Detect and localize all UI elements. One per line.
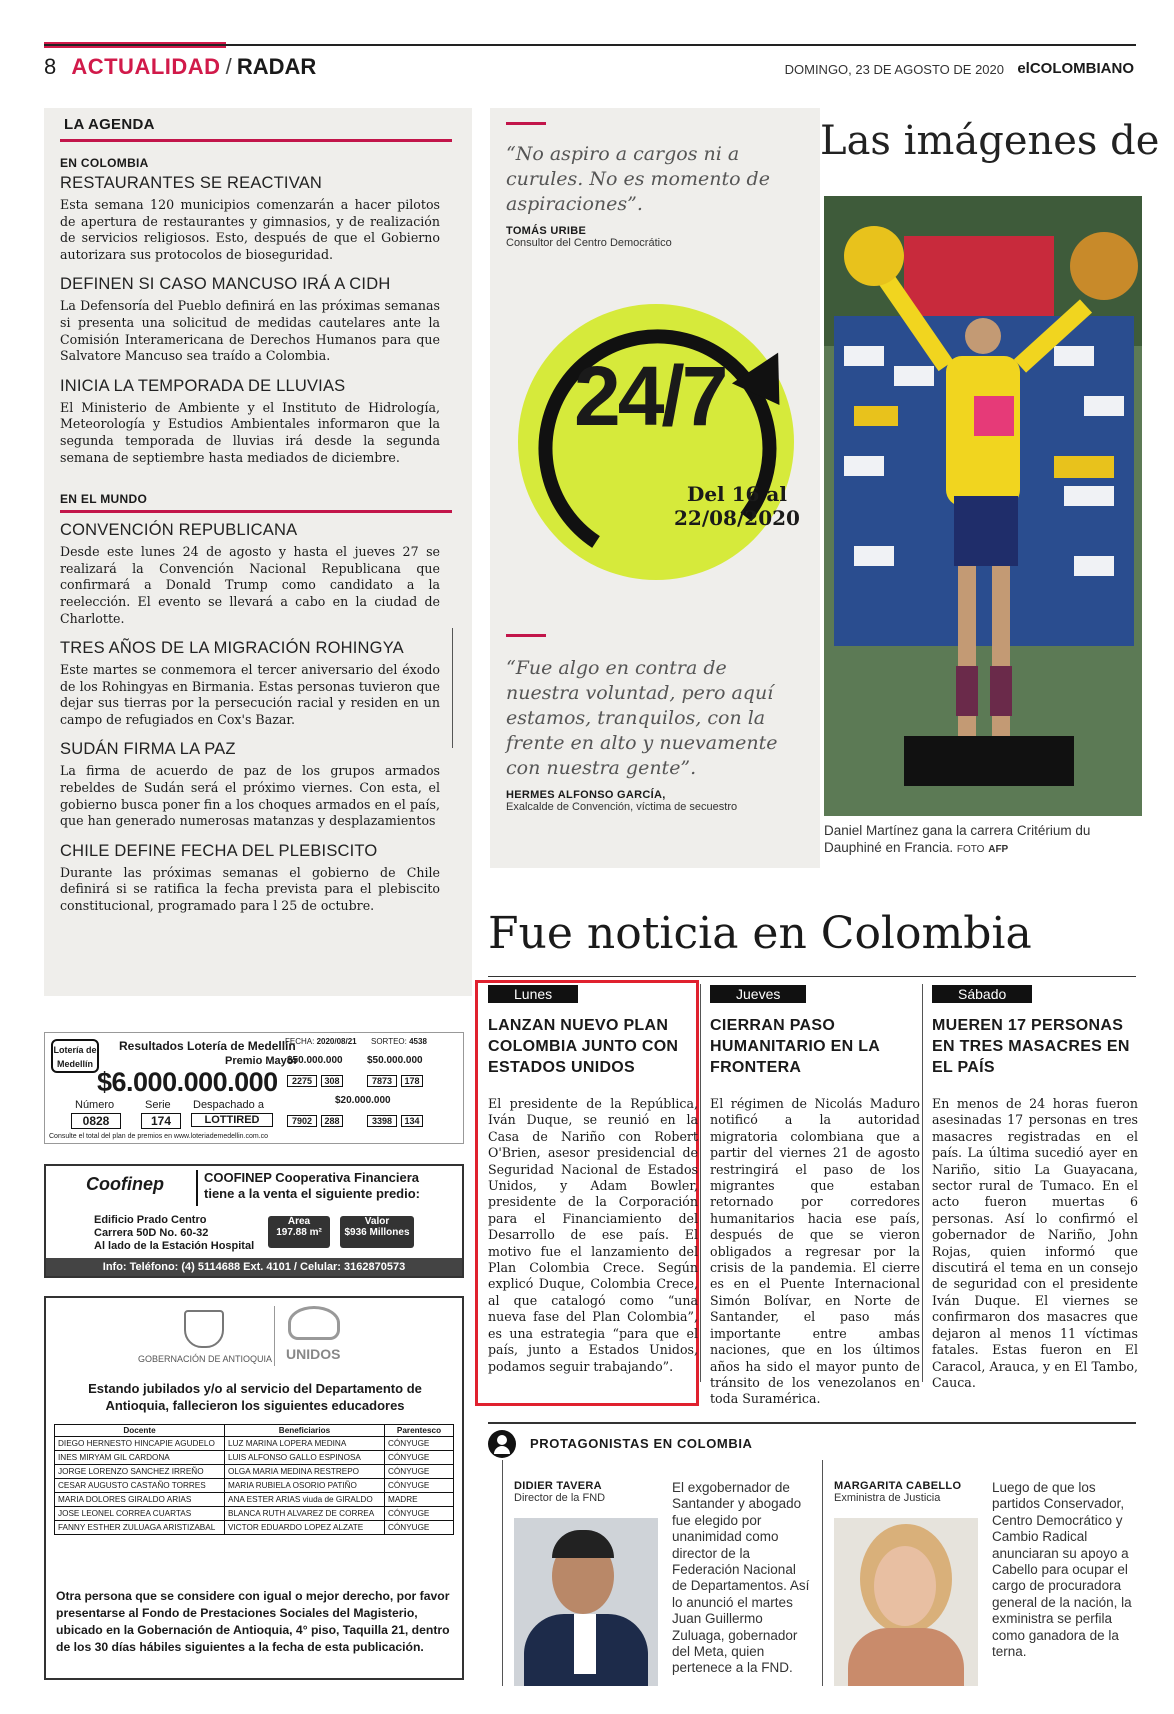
- table-cell: ANA ESTER ARIAS viuda de GIRALDO: [225, 1493, 385, 1507]
- table-cell: CÓNYUGE: [385, 1507, 454, 1521]
- agenda-item: [60, 377, 456, 466]
- badge-range-to: 22/08/2020: [674, 506, 800, 530]
- antioquia-shield-icon: [184, 1310, 224, 1348]
- person-icon: [488, 1430, 516, 1458]
- coofinep-ad: [44, 1164, 464, 1278]
- quote-role: Consultor del Centro Democrático: [506, 237, 672, 249]
- agenda-mundo-rule: [60, 510, 452, 513]
- protag-divider: [822, 1460, 823, 1686]
- agenda-item-body: La Defensoría del Pueblo definirá en las próximas semanas si presenta una solicitud de medidas cautelares ante la Comisión Interamericana de Derechos Humanos para que Salvatore Mancuso sea traído a Colombia.: [60, 298, 440, 364]
- table-cell: CÓNYUGE: [385, 1451, 454, 1465]
- seco1-serie-b: 178: [401, 1075, 423, 1087]
- quote-rule: [506, 634, 546, 637]
- agenda-item: [60, 521, 456, 627]
- seco1-serie-a: 308: [321, 1075, 343, 1087]
- podium-photo-icon: [824, 196, 1142, 816]
- page-number: 8: [44, 54, 57, 79]
- agenda-item: [60, 275, 456, 364]
- table-cell: CESAR AUGUSTO CASTAÑO TORRES: [55, 1479, 225, 1493]
- agenda-item: [60, 740, 456, 829]
- photo-caption: [824, 822, 1142, 858]
- lottery-logo: Lotería de Medellín: [51, 1039, 99, 1073]
- day-column-lunes: [488, 984, 698, 1375]
- agenda-item-title: SUDÁN FIRMA LA PAZ: [60, 740, 236, 759]
- coofinep-location: Al lado de la Estación Hospital: [94, 1240, 255, 1252]
- antioquia-headline: Estando jubilados y/o al servicio del Departamento de Antioquia, fallecieron los siguientes educadores: [88, 1381, 422, 1413]
- antioquia-divider: [274, 1306, 275, 1366]
- educadores-table: [54, 1424, 454, 1535]
- table-cell: JORGE LORENZO SANCHEZ IRREÑO: [55, 1465, 225, 1479]
- day-tag: Lunes: [488, 985, 578, 1003]
- despachado-label: Despachado a: [193, 1099, 264, 1111]
- antioquia-notice-text: Otra persona que se considere con igual o mejor derecho, por favor presentarse al Fondo de Prestaciones Sociales del Magisterio, ubicado en la Gobernación de Antioquia, 4° piso, Taquilla 21, dentro de los 30 días hábiles siguientes a la fecha de esta publicación.: [56, 1589, 450, 1654]
- table-cell: CÓNYUGE: [385, 1465, 454, 1479]
- agenda-panel: [44, 108, 472, 996]
- section-label: ACTUALIDAD: [71, 54, 221, 79]
- table-row: [55, 1521, 454, 1535]
- day-headline: CIERRAN PASO HUMANITARIO EN LA FRONTERA: [710, 1017, 880, 1076]
- badge-range: [674, 482, 800, 530]
- agenda-item-title: CONVENCIÓN REPUBLICANA: [60, 521, 298, 540]
- table-cell: MADRE: [385, 1493, 454, 1507]
- day-column-jueves: [710, 984, 920, 1408]
- valor-value: $936 Millones: [344, 1227, 410, 1238]
- agenda-region-colombia: EN COLOMBIA: [60, 156, 149, 170]
- table-cell: CÓNYUGE: [385, 1479, 454, 1493]
- lottery-ad: [44, 1032, 464, 1144]
- table-cell: JOSE LEONEL CORREA CUARTAS: [55, 1507, 225, 1521]
- column-divider: [700, 984, 701, 1382]
- agenda-divider: [452, 628, 453, 748]
- valor-label: Valor: [364, 1216, 390, 1227]
- agenda-rule: [60, 139, 452, 142]
- col-header: Beneficiarios: [225, 1425, 385, 1437]
- table-cell: MARIA DOLORES GIRALDO ARIAS: [55, 1493, 225, 1507]
- table-cell: FANNY ESTHER ZULUAGA ARISTIZABAL: [55, 1521, 225, 1535]
- sorteo-value: 4538: [409, 1037, 427, 1046]
- agenda-item-body: La firma de acuerdo de paz de los grupos armados rebeldes de Sudán será el próximo viernes. Con esta, el gobierno busca poner fin a los choques armados en el país, que han generado numerosas matanzas y desplazamientos: [60, 763, 440, 829]
- unidos-logo-icon: [288, 1306, 340, 1340]
- issue-date: DOMINGO, 23 DE AGOSTO DE 2020: [784, 62, 1004, 77]
- table-cell: BLANCA RUTH ALVAREZ DE CORREA: [225, 1507, 385, 1521]
- quote-block: [506, 142, 796, 249]
- badge-big-text: 24/7: [574, 349, 726, 443]
- photo-credit-label: FOTO: [956, 844, 985, 855]
- noticia-title: Fue noticia en Colombia: [488, 908, 1032, 959]
- gov-label: GOBERNACIÓN DE ANTIOQUIA: [138, 1354, 273, 1364]
- lottery-jackpot: $6.000.000.000: [97, 1067, 278, 1097]
- agenda-item-title: RESTAURANTES SE REACTIVAN: [60, 174, 323, 192]
- quote-role: Exalcalde de Convención, víctima de secuestro: [506, 801, 738, 813]
- subsection-label: RADAR: [236, 54, 317, 79]
- protagonist-role: Director de la FND: [514, 1492, 606, 1504]
- day-headline: LANZAN NUEVO PLAN COLOMBIA JUNTO CON ESTADOS UNIDOS: [488, 1017, 679, 1076]
- table-cell: CÓNYUGE: [385, 1521, 454, 1535]
- coofinep-area-box: [268, 1216, 330, 1248]
- table-row: [55, 1507, 454, 1521]
- protagonist-role: Exministra de Justicia: [834, 1492, 941, 1504]
- lottery-subtitle: Premio Mayor: [225, 1055, 298, 1067]
- table-row: [55, 1465, 454, 1479]
- day-body: El presidente de la República, Iván Duque, se reunió en la Casa de Nariño con Robert O'Brien, asesor presidencial de Seguridad Nacional de Estados Unidos, y Adam Bowler, presidente de la Corporación para el Financiamiento del Desarrollo de ese país. El motivo fue el lanzamiento del Plan Colombia Crece. Según explicó Duque, Colombia Crece, al que catalogó como “una nueva fase del Plan Colombia”, es una estrategia “para que el país, junto a Estados Unidos, podamos seguir trabajando”.: [488, 1096, 698, 1374]
- header-rule: [44, 44, 1136, 46]
- area-value: 197.88 m²: [276, 1227, 322, 1238]
- lottery-despachado: LOTTIRED: [191, 1113, 273, 1127]
- agenda-item-body: Durante las próximas semanas el gobierno de Chile definirá si se ratifica la fecha prevista para el plebiscito constitucional, programado para l 25 de octubre.: [60, 864, 440, 914]
- numero-label: Número: [75, 1099, 115, 1111]
- agenda-item: [60, 842, 456, 915]
- table-cell: LUIS ALFONSO GALLO ESPINOSA: [225, 1451, 385, 1465]
- coofinep-divider: [196, 1170, 198, 1206]
- seco2-serie-a: 288: [321, 1115, 343, 1127]
- lottery-numero: 0828: [71, 1113, 121, 1129]
- quote-author: TOMÁS URIBE: [506, 225, 587, 237]
- area-label: Área: [287, 1216, 311, 1227]
- agenda-item-title: CHILE DEFINE FECHA DEL PLEBISCITO: [60, 841, 378, 860]
- table-cell: VICTOR EDUARDO LOPEZ ALZATE: [225, 1521, 385, 1535]
- protag-title: PROTAGONISTAS EN COLOMBIA: [530, 1436, 753, 1451]
- agenda-item: [60, 174, 456, 263]
- day-headline: MUEREN 17 PERSONAS EN TRES MASACRES EN EL PAÍS: [932, 1017, 1130, 1076]
- antioquia-notice: [44, 1296, 464, 1680]
- coofinep-building: Edificio Prado Centro: [94, 1214, 207, 1226]
- seco1-numero-b: 7873: [367, 1075, 397, 1087]
- page-header: [44, 54, 1136, 84]
- seco1-amount-b: $50.000.000: [367, 1055, 423, 1066]
- table-row: [55, 1451, 454, 1465]
- quote-text: “No aspiro a cargos ni a curules. No es momento de aspiraciones”.: [506, 143, 770, 215]
- photo-credit: AFP: [988, 844, 1009, 855]
- seco2-amount: $20.000.000: [335, 1095, 391, 1106]
- lottery-sorteo: [371, 1037, 427, 1046]
- col-header: Docente: [55, 1425, 225, 1437]
- column-divider: [922, 984, 923, 1382]
- protag-rule: [488, 1422, 1136, 1424]
- quote-text: “Fue algo en contra de nuestra voluntad, pero aquí estamos, tranquilos, con la frente en alto y nuevamente con nuestra gente”.: [506, 657, 778, 779]
- protag-divider: [502, 1460, 503, 1686]
- day-tag: Sábado: [932, 985, 1032, 1003]
- quote-block: [506, 656, 802, 813]
- agenda-item-body: El Ministerio de Ambiente y el Instituto de Hidrología, Meteorología y Estudios Ambientales informaron que la segunda temporada de lluvias irá desde la segunda semana de septiembre hasta mediados de diciembre.: [60, 399, 440, 465]
- table-cell: DIEGO HERNESTO HINCAPIE AGUDELO: [55, 1437, 225, 1451]
- coofinep-valor-box: [340, 1216, 414, 1248]
- agenda-item-body: Esta semana 120 municipios comenzarán a hacer pilotos de apertura de restaurantes y gimnasios, y de realización de servicios religiosos. Esto, después de que el Gobierno autorizara sus protocolos de bioseguridad.: [60, 197, 440, 262]
- sorteo-label: SORTEO:: [371, 1037, 407, 1046]
- agenda-item: [60, 639, 456, 728]
- seco1-numero-a: 2275: [287, 1075, 317, 1087]
- quote-author: HERMES ALFONSO GARCÍA,: [506, 789, 666, 801]
- fecha-value: 2020/08/21: [316, 1037, 357, 1046]
- agenda-item-body: Este martes se conmemora el tercer aniversario del éxodo de los Rohingyas en Birmania. Estas personas tuvieron que dejar sus tierras por la persecución racial y residen en un campo de refugiados en Cox's Bazar.: [60, 662, 440, 727]
- table-cell: OLGA MARIA MEDINA RESTREPO: [225, 1465, 385, 1479]
- table-cell: LUZ MARINA LOPERA MEDINA: [225, 1437, 385, 1451]
- noticia-rule: [488, 976, 1136, 977]
- agenda-item-body: Desde este lunes 24 de agosto y hasta el jueves 27 se realizará la Convención Nacional Republicana que confirmará a Donald Trump como candidato a la reelección. El evento se llevará a cabo en la ciudad de Charlotte.: [60, 544, 440, 626]
- badge-24-7: [506, 292, 806, 592]
- agenda-item-title: INICIA LA TEMPORADA DE LLUVIAS: [60, 376, 346, 395]
- quotes-panel: [490, 108, 820, 868]
- protagonist-body: El exgobernador de Santander y abogado fue elegido por unanimidad como director de la Federación Nacional de Departamentos. Así lo anunció el martes Juan Guillermo Zuluaga, gobernador del Meta, quien pertenece a la FND.: [672, 1480, 810, 1676]
- brand-logo: elCOLOMBIANO: [1017, 60, 1134, 77]
- table-cell: CÓNYUGE: [385, 1437, 454, 1451]
- protagonist-body: Luego de que los partidos Conservador, Centro Democrático y Cambio Radical anunciaran su apoyo a Cabello para ocupar el cargo de procuradora general de la nación, la exministra se perfila como ganadora de la terna.: [992, 1480, 1132, 1660]
- fecha-label: FECHA:: [285, 1037, 315, 1046]
- coofinep-info: Info: Teléfono: (4) 5114688 Ext. 4101 / Celular: 3162870573: [46, 1258, 462, 1276]
- table-row: [55, 1479, 454, 1493]
- seco2-numero-b: 3398: [367, 1115, 397, 1127]
- photo-caption-text: Daniel Martínez gana la carrera Critérium du Dauphiné en Francia.: [824, 823, 1091, 855]
- protagonist-name: DIDIER TAVERA: [514, 1480, 602, 1492]
- coofinep-address: Carrera 50D No. 60-32: [94, 1227, 209, 1239]
- serie-label: Serie: [145, 1099, 171, 1111]
- table-cell: MARIA RUBIELA OSORIO PATIÑO: [225, 1479, 385, 1493]
- unidos-label: UNIDOS: [286, 1346, 341, 1362]
- lottery-fecha: [285, 1037, 357, 1046]
- day-body: El régimen de Nicolás Maduro notificó a la autoridad migratoria colombiana que a partir del viernes 21 de agosto restringirá el paso de los migrantes que estaban retornado por corredores humanitarios hacia ese país, después de que se vieron obligados a regresar por la crisis de la pandemia. El cierre es en el Puente Internacional Simón Bolívar, en Norte de Santander, el paso más importante entre ambas naciones, que en los últimos años ha sido el mayor punto de tránsito de los venezolanos en toda Suramérica.: [710, 1096, 920, 1407]
- seco1-amount-a: $50.000.000: [287, 1055, 343, 1066]
- seco2-numero-a: 7902: [287, 1115, 317, 1127]
- agenda-title: LA AGENDA: [64, 116, 155, 133]
- badge-range-from: Del 16 al: [686, 482, 787, 506]
- table-row: [55, 1437, 454, 1451]
- quote-rule: [506, 122, 546, 125]
- coofinep-title: COOFINEP Cooperativa Financiera: [204, 1170, 420, 1185]
- seco2-serie-b: 134: [401, 1115, 423, 1127]
- protagonist-card: [834, 1480, 984, 1686]
- agenda-item-title: TRES AÑOS DE LA MIGRACIÓN ROHINGYA: [60, 639, 404, 658]
- agenda-region-mundo: EN EL MUNDO: [60, 492, 148, 507]
- cyclist-photo: [824, 196, 1142, 816]
- table-row: [55, 1493, 454, 1507]
- lottery-title: Resultados Lotería de Medellín: [119, 1039, 296, 1053]
- protagonist-card: [514, 1480, 664, 1686]
- table-header-row: [55, 1425, 454, 1437]
- images-title: Las imágenes de: [820, 118, 1160, 164]
- protagonist-photo: [834, 1518, 978, 1686]
- day-body: En menos de 24 horas fueron asesinadas 17 personas en tres masacres registradas en el país. La última sucedió ayer en Nariño, sitio La Guayacana, sector rural de Tumaco. En el acto fueron muertas 6 personas. Así lo confirmó el gobernador de Nariño, John Rojas, quien informó que discutirá el tema en un consejo de seguridad con el presidente Iván Duque. El viernes se confirmaron dos masacres que dejaron al menos 11 víctimas fatales. Estas fueron en El Caracol, Arauca, y en El Tambo, Cauca.: [932, 1096, 1138, 1390]
- section-separator: /: [225, 54, 232, 79]
- protagonist-photo: [514, 1518, 658, 1686]
- day-column-sabado: [932, 984, 1138, 1391]
- table-cell: INES MIRYAM GIL CARDONA: [55, 1451, 225, 1465]
- protagonist-name: MARGARITA CABELLO: [834, 1480, 962, 1492]
- coofinep-logo: Coofinep: [86, 1174, 164, 1194]
- agenda-item-title: DEFINEN SI CASO MANCUSO IRÁ A CIDH: [60, 275, 391, 294]
- lottery-footer: Consulte el total del plan de premios en www.loteriademedellin.com.co: [49, 1133, 269, 1140]
- lottery-serie: 174: [141, 1113, 181, 1129]
- day-tag: Jueves: [710, 985, 806, 1003]
- coofinep-title2: tiene a la venta el siguiente predio:: [204, 1186, 421, 1201]
- col-header: Parentesco: [385, 1425, 454, 1437]
